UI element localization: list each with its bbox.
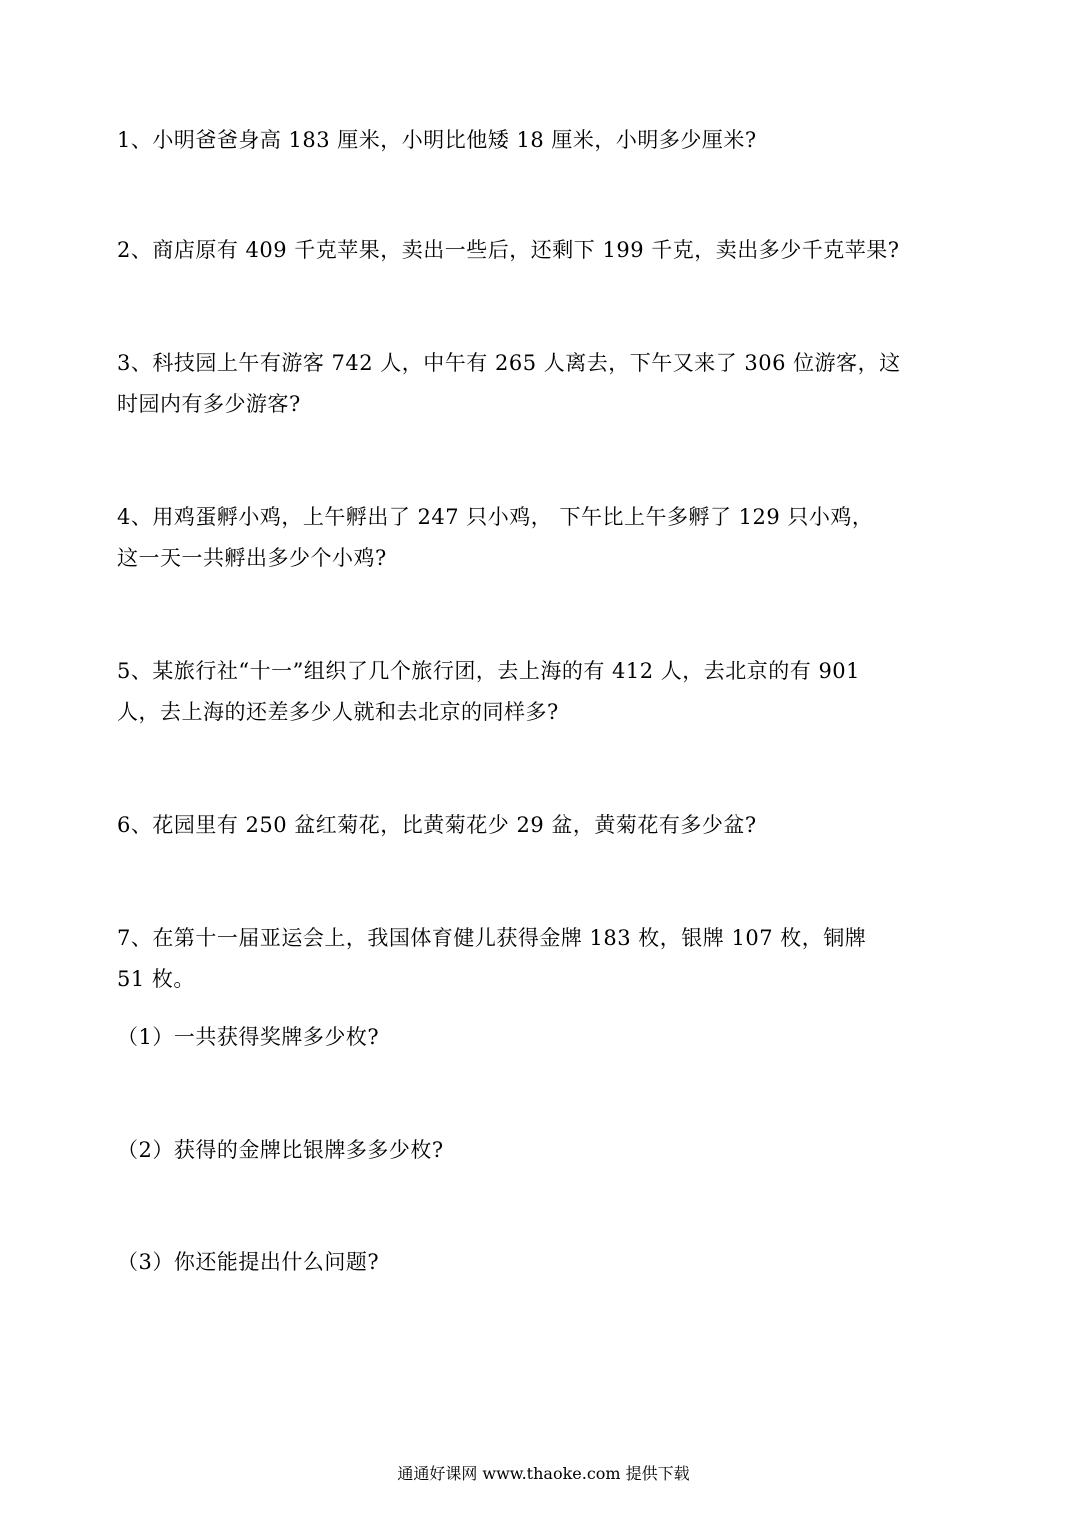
problem-7-line-2: 51 枚。	[117, 967, 195, 991]
problem-7-subquestion-2: （2）获得的金牌比银牌多多少枚?	[117, 1138, 444, 1162]
problem-6-line-1: 6、花园里有 250 盆红菊花，比黄菊花少 29 盆，黄菊花有多少盆?	[117, 813, 757, 837]
problem-4-line-1: 4、用鸡蛋孵小鸡，上午孵出了 247 只小鸡， 下午比上午多孵了 129 只小鸡，	[117, 505, 874, 529]
problem-5-line-1: 5、某旅行社“十一”组织了几个旅行团，去上海的有 412 人，去北京的有 901	[117, 659, 861, 683]
problem-7-line-1: 7、在第十一届亚运会上，我国体育健儿获得金牌 183 枚，银牌 107 枚，铜牌	[117, 926, 867, 950]
problem-1-line-1: 1、小明爸爸身高 183 厘米，小明比他矮 18 厘米，小明多少厘米?	[117, 128, 757, 152]
footer-download-credit: 通通好课网 www.thaoke.com 提供下载	[397, 1464, 690, 1483]
problem-3-line-2: 时园内有多少游客?	[117, 392, 301, 416]
problem-7-subquestion-3: （3）你还能提出什么问题?	[117, 1250, 380, 1274]
problem-3-line-1: 3、科技园上午有游客 742 人，中午有 265 人离去，下午又来了 306 位游客，这	[117, 351, 901, 375]
problem-5-line-2: 人，去上海的还差多少人就和去北京的同样多?	[117, 700, 559, 724]
problem-2-line-1: 2、商店原有 409 千克苹果，卖出一些后，还剩下 199 千克，卖出多少千克苹果?	[117, 238, 900, 262]
problem-4-line-2: 这一天一共孵出多少个小鸡?	[117, 546, 387, 570]
problem-7-subquestion-1: （1）一共获得奖牌多少枚?	[117, 1025, 380, 1049]
